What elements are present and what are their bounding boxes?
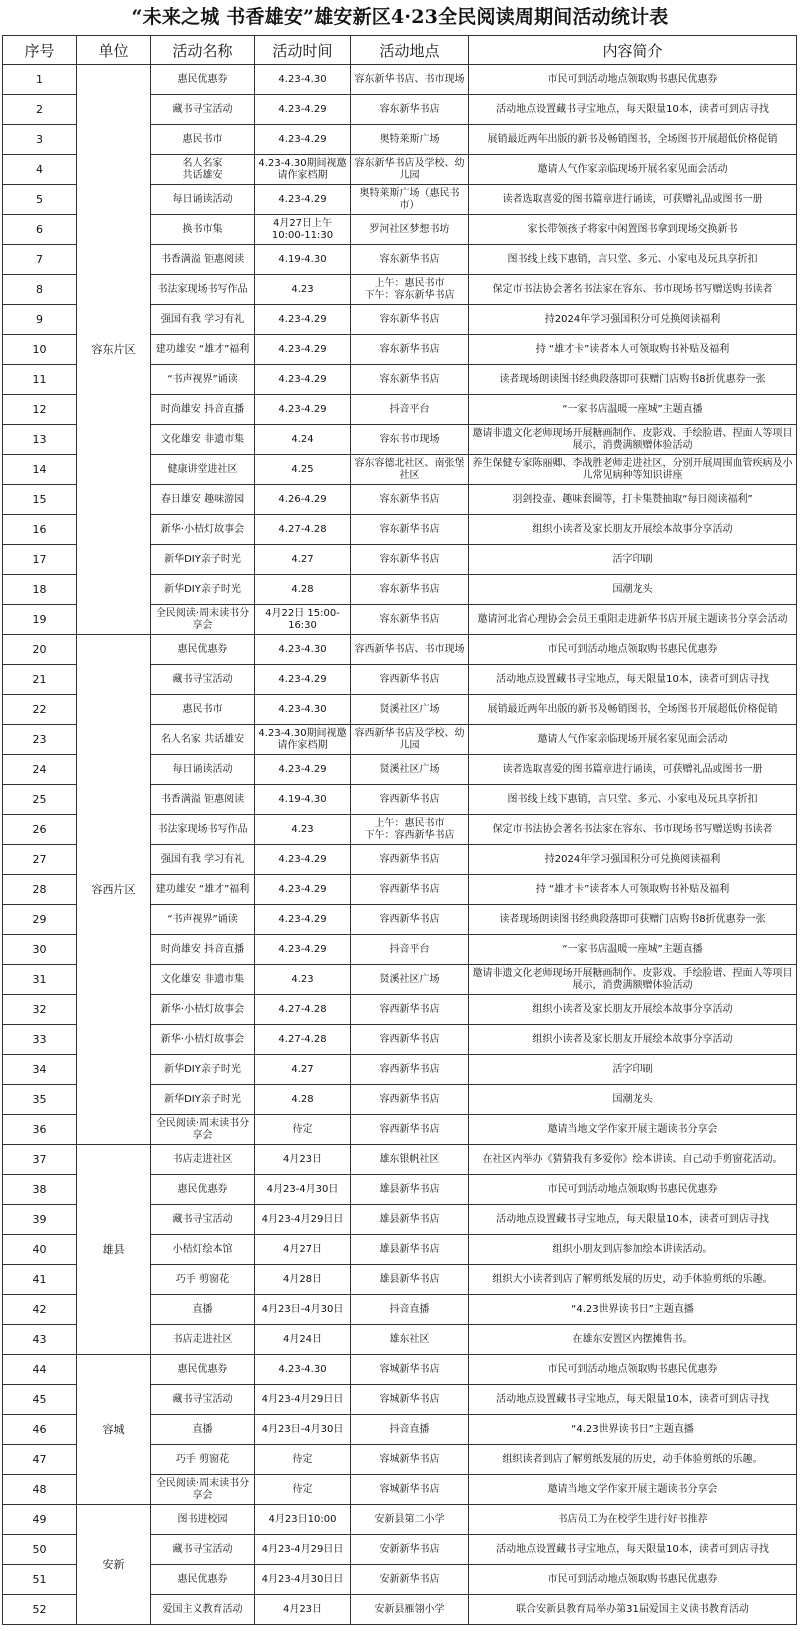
- cell-seq: 27: [3, 845, 77, 875]
- cell-activity-place: 容西新华书店: [351, 785, 469, 815]
- cell-seq: 36: [3, 1115, 77, 1145]
- cell-activity-name: 新华DIY亲子时光: [151, 1085, 255, 1115]
- cell-description: 邀请当地文学作家开展主题读书分享会: [469, 1475, 797, 1505]
- cell-description: 持 “雄才卡”读者本人可领取购书补贴及福利: [469, 335, 797, 365]
- cell-activity-place: 贤溪社区广场: [351, 695, 469, 725]
- cell-activity-time: 4.23-4.30: [255, 695, 351, 725]
- cell-activity-name: 书香满溢 钜惠阅读: [151, 785, 255, 815]
- cell-activity-place: 容西新华书店: [351, 875, 469, 905]
- cell-activity-name: 书店走进社区: [151, 1145, 255, 1175]
- cell-seq: 15: [3, 485, 77, 515]
- cell-activity-name: 春日雄安 趣味游园: [151, 485, 255, 515]
- cell-activity-time: 4.23: [255, 815, 351, 845]
- cell-activity-time: 4.23-4.30: [255, 1355, 351, 1385]
- cell-activity-time: 4月27日: [255, 1235, 351, 1265]
- cell-activity-time: 4.23-4.29: [255, 335, 351, 365]
- cell-seq: 20: [3, 635, 77, 665]
- cell-description: 邀请河北省心理协会会员王重阳走进新华书店开展主题读书分享会活动: [469, 605, 797, 635]
- cell-activity-time: 4月23日: [255, 1595, 351, 1625]
- cell-seq: 25: [3, 785, 77, 815]
- cell-activity-time: 4.23-4.30期间视邀请作家档期: [255, 725, 351, 755]
- cell-seq: 45: [3, 1385, 77, 1415]
- cell-activity-name: 新华DIY亲子时光: [151, 545, 255, 575]
- cell-unit: 容东片区: [77, 65, 151, 635]
- cell-description: 保定市书法协会著名书法家在容东、书市现场书写赠送购书读者: [469, 815, 797, 845]
- cell-activity-time: 4.28: [255, 1085, 351, 1115]
- cell-activity-time: 4.23-4.30期间视邀请作家档期: [255, 155, 351, 185]
- cell-seq: 35: [3, 1085, 77, 1115]
- cell-activity-name: 时尚雄安 抖音直播: [151, 395, 255, 425]
- cell-activity-name: 直播: [151, 1295, 255, 1325]
- cell-seq: 7: [3, 245, 77, 275]
- cell-description: “一家书店温暖一座城”主题直播: [469, 935, 797, 965]
- cell-activity-place: 安新新华书店: [351, 1565, 469, 1595]
- cell-activity-time: 4.23-4.30: [255, 65, 351, 95]
- cell-description: 组织读者到店了解剪纸发展的历史，动手体验剪纸的乐趣。: [469, 1445, 797, 1475]
- cell-activity-name: 巧手 剪窗花: [151, 1265, 255, 1295]
- cell-activity-name: 惠民优惠券: [151, 1565, 255, 1595]
- cell-activity-name: 惠民书市: [151, 695, 255, 725]
- cell-activity-name: 直播: [151, 1415, 255, 1445]
- cell-activity-time: 待定: [255, 1475, 351, 1505]
- cell-activity-time: 4.23: [255, 275, 351, 305]
- cell-activity-time: 4.24: [255, 425, 351, 455]
- cell-description: 组织大小读者到店了解剪纸发展的历史，动手体验剪纸的乐趣。: [469, 1265, 797, 1295]
- cell-seq: 19: [3, 605, 77, 635]
- cell-activity-place: 奥特莱斯广场: [351, 125, 469, 155]
- cell-description: 活动地点设置藏书寻宝地点，每天限量10本，读者可到店寻找: [469, 1535, 797, 1565]
- cell-activity-name: 惠民书市: [151, 125, 255, 155]
- cell-activity-time: 4.23-4.30: [255, 635, 351, 665]
- cell-activity-place: 雄县新华书店: [351, 1205, 469, 1235]
- cell-description: 在雄东安置区内摆摊售书。: [469, 1325, 797, 1355]
- cell-activity-place: 容城新华书店: [351, 1355, 469, 1385]
- cell-activity-name: 时尚雄安 抖音直播: [151, 935, 255, 965]
- col-header-seq: 序号: [3, 36, 77, 65]
- cell-seq: 18: [3, 575, 77, 605]
- cell-activity-name: 每日诵读活动: [151, 185, 255, 215]
- cell-activity-name: 藏书寻宝活动: [151, 1205, 255, 1235]
- cell-seq: 32: [3, 995, 77, 1025]
- cell-seq: 14: [3, 455, 77, 485]
- cell-activity-time: 4.25: [255, 455, 351, 485]
- cell-description: 邀请人气作家亲临现场开展名家见面会活动: [469, 155, 797, 185]
- cell-activity-place: 容东新华书店: [351, 485, 469, 515]
- cell-seq: 43: [3, 1325, 77, 1355]
- cell-activity-time: 4.23: [255, 965, 351, 995]
- cell-activity-time: 4月24日: [255, 1325, 351, 1355]
- cell-activity-time: 4.28: [255, 575, 351, 605]
- cell-activity-time: 4月23-4月30日: [255, 1175, 351, 1205]
- cell-activity-time: 待定: [255, 1115, 351, 1145]
- cell-description: 持2024年学习强国积分可兑换阅读福利: [469, 305, 797, 335]
- cell-activity-place: 容西新华书店: [351, 995, 469, 1025]
- cell-activity-place: 贤溪社区广场: [351, 755, 469, 785]
- cell-seq: 46: [3, 1415, 77, 1445]
- cell-activity-name: 藏书寻宝活动: [151, 1385, 255, 1415]
- cell-activity-name: “书声视界”诵读: [151, 365, 255, 395]
- cell-activity-name: 爱国主义教育活动: [151, 1595, 255, 1625]
- cell-activity-place: 安新县第二小学: [351, 1505, 469, 1535]
- cell-description: 活动地点设置藏书寻宝地点，每天限量10本，读者可到店寻找: [469, 1385, 797, 1415]
- cell-seq: 10: [3, 335, 77, 365]
- cell-activity-place: 安新新华书店: [351, 1535, 469, 1565]
- cell-description: 养生保健专家陈丽卿、李战胜老师走进社区，分别开展周围血管疾病及小儿常见病种等知识讲座: [469, 455, 797, 485]
- cell-seq: 26: [3, 815, 77, 845]
- cell-activity-name: 书店走进社区: [151, 1325, 255, 1355]
- cell-activity-name: 藏书寻宝活动: [151, 665, 255, 695]
- cell-seq: 2: [3, 95, 77, 125]
- cell-activity-time: 4.23-4.29: [255, 845, 351, 875]
- cell-seq: 38: [3, 1175, 77, 1205]
- cell-description: 读者选取喜爱的图书篇章进行诵读，可获赠礼品或图书一册: [469, 185, 797, 215]
- cell-activity-time: 4.23-4.29: [255, 905, 351, 935]
- cell-activity-name: 书法家现场书写作品: [151, 275, 255, 305]
- cell-description: 读者选取喜爱的图书篇章进行诵读，可获赠礼品或图书一册: [469, 755, 797, 785]
- cell-activity-name: 惠民优惠券: [151, 1175, 255, 1205]
- cell-seq: 33: [3, 1025, 77, 1055]
- cell-seq: 31: [3, 965, 77, 995]
- cell-description: 图书线上线下惠销，言只堂、多元、小家电及玩具享折扣: [469, 245, 797, 275]
- cell-activity-time: 4.23-4.29: [255, 185, 351, 215]
- cell-seq: 29: [3, 905, 77, 935]
- cell-activity-place: 奥特莱斯广场（惠民书市）: [351, 185, 469, 215]
- cell-seq: 34: [3, 1055, 77, 1085]
- cell-activity-time: 4.23-4.29: [255, 365, 351, 395]
- cell-activity-name: 文化雄安 非遗市集: [151, 425, 255, 455]
- cell-description: 联合安新县教育局举办第31届爱国主义读书教育活动: [469, 1595, 797, 1625]
- cell-description: 持2024年学习强国积分可兑换阅读福利: [469, 845, 797, 875]
- cell-description: 组织小读者及家长朋友开展绘本故事分享活动: [469, 995, 797, 1025]
- cell-activity-name: 换书市集: [151, 215, 255, 245]
- cell-activity-place: 容东书市现场: [351, 425, 469, 455]
- cell-activity-place: 容西新华书店: [351, 1025, 469, 1055]
- cell-description: “一家书店温暖一座城”主题直播: [469, 395, 797, 425]
- cell-activity-time: 4.19-4.30: [255, 785, 351, 815]
- cell-seq: 1: [3, 65, 77, 95]
- cell-activity-time: 4.23-4.29: [255, 935, 351, 965]
- cell-activity-time: 4月27日上午10:00-11:30: [255, 215, 351, 245]
- cell-seq: 6: [3, 215, 77, 245]
- cell-description: 邀请非遗文化老师现场开展糖画制作、皮影戏、手绘脸谱、捏面人等项目展示，消费满额赠体验活动: [469, 425, 797, 455]
- cell-seq: 30: [3, 935, 77, 965]
- cell-activity-place: 容城新华书店: [351, 1475, 469, 1505]
- cell-description: 国潮龙头: [469, 1085, 797, 1115]
- cell-description: 组织小读者及家长朋友开展绘本故事分享活动: [469, 1025, 797, 1055]
- cell-activity-time: 待定: [255, 1445, 351, 1475]
- cell-activity-time: 4月23-4月29日日: [255, 1205, 351, 1235]
- cell-activity-name: 新华·小桔灯故事会: [151, 515, 255, 545]
- cell-seq: 47: [3, 1445, 77, 1475]
- cell-activity-name: 新华DIY亲子时光: [151, 1055, 255, 1085]
- cell-seq: 12: [3, 395, 77, 425]
- cell-description: 市民可到活动地点领取购书惠民优惠券: [469, 635, 797, 665]
- cell-activity-time: 4.23-4.29: [255, 395, 351, 425]
- col-header-unit: 单位: [77, 36, 151, 65]
- cell-seq: 4: [3, 155, 77, 185]
- cell-activity-name: 名人名家 共话雄安: [151, 725, 255, 755]
- cell-activity-name: 全民阅读·周末读书分享会: [151, 1115, 255, 1145]
- cell-unit: 容城: [77, 1355, 151, 1505]
- cell-description: 邀请人气作家亲临现场开展名家见面会活动: [469, 725, 797, 755]
- activity-table: [2, 35, 797, 1625]
- cell-activity-name: “书声视界”诵读: [151, 905, 255, 935]
- cell-description: 活字印刷: [469, 545, 797, 575]
- cell-seq: 24: [3, 755, 77, 785]
- cell-seq: 44: [3, 1355, 77, 1385]
- cell-activity-name: 建功雄安 “雄才”福利: [151, 335, 255, 365]
- cell-activity-name: 惠民优惠券: [151, 635, 255, 665]
- cell-activity-place: 容西新华书店: [351, 665, 469, 695]
- cell-activity-place: 容西新华书店、书市现场: [351, 635, 469, 665]
- cell-activity-place: 上午：惠民书市 下午：容西新华书店: [351, 815, 469, 845]
- cell-seq: 42: [3, 1295, 77, 1325]
- cell-activity-name: 名人名家 共话雄安: [151, 155, 255, 185]
- cell-seq: 23: [3, 725, 77, 755]
- cell-activity-name: 藏书寻宝活动: [151, 1535, 255, 1565]
- cell-activity-time: 4月23日: [255, 1145, 351, 1175]
- cell-activity-name: 藏书寻宝活动: [151, 95, 255, 125]
- cell-description: 家长带领孩子将家中闲置图书拿到现场交换新书: [469, 215, 797, 245]
- cell-description: 图书线上线下惠销，言只堂、多元、小家电及玩具享折扣: [469, 785, 797, 815]
- cell-activity-time: 4.27-4.28: [255, 515, 351, 545]
- cell-activity-name: 文化雄安 非遗市集: [151, 965, 255, 995]
- cell-seq: 8: [3, 275, 77, 305]
- cell-activity-name: 新华·小桔灯故事会: [151, 1025, 255, 1055]
- cell-seq: 21: [3, 665, 77, 695]
- cell-activity-time: 4月23-4月29日日: [255, 1535, 351, 1565]
- table-row: [3, 1505, 797, 1535]
- cell-activity-place: 抖音直播: [351, 1415, 469, 1445]
- cell-activity-time: 4.23-4.29: [255, 875, 351, 905]
- cell-description: 市民可到活动地点领取购书惠民优惠券: [469, 1355, 797, 1385]
- cell-activity-time: 4.26-4.29: [255, 485, 351, 515]
- cell-activity-time: 4月28日: [255, 1265, 351, 1295]
- cell-activity-place: 容东新华书店及学校、幼儿园: [351, 155, 469, 185]
- cell-activity-place: 上午：惠民书市 下午：容东新华书店: [351, 275, 469, 305]
- cell-activity-name: 强国有我 学习有礼: [151, 845, 255, 875]
- cell-activity-place: 容东新华书店: [351, 605, 469, 635]
- cell-description: 展销最近两年出版的新书及畅销图书，全场图书开展超低价格促销: [469, 695, 797, 725]
- cell-activity-name: 小桔灯绘本馆: [151, 1235, 255, 1265]
- cell-activity-place: 容东新华书店、书市现场: [351, 65, 469, 95]
- cell-activity-place: 雄东银帆社区: [351, 1145, 469, 1175]
- cell-activity-place: 容西新华书店: [351, 1115, 469, 1145]
- cell-activity-place: 容东新华书店: [351, 305, 469, 335]
- cell-description: 活动地点设置藏书寻宝地点，每天限量10本，读者可到店寻找: [469, 665, 797, 695]
- cell-activity-place: 容西新华书店及学校、幼儿园: [351, 725, 469, 755]
- cell-description: “4.23世界读书日”主题直播: [469, 1415, 797, 1445]
- cell-activity-name: 新华DIY亲子时光: [151, 575, 255, 605]
- cell-description: 持 “雄才卡”读者本人可领取购书补贴及福利: [469, 875, 797, 905]
- cell-activity-time: 4.23-4.29: [255, 95, 351, 125]
- cell-activity-name: 书香满溢 钜惠阅读: [151, 245, 255, 275]
- table-row: [3, 635, 797, 665]
- cell-description: 活动地点设置藏书寻宝地点，每天限量10本，读者可到店寻找: [469, 95, 797, 125]
- header-row: [3, 36, 797, 65]
- cell-seq: 3: [3, 125, 77, 155]
- cell-activity-name: 巧手 剪窗花: [151, 1445, 255, 1475]
- cell-seq: 49: [3, 1505, 77, 1535]
- cell-activity-place: 容西新华书店: [351, 905, 469, 935]
- cell-seq: 16: [3, 515, 77, 545]
- cell-activity-place: 容西新华书店: [351, 1055, 469, 1085]
- cell-activity-place: 容东容德北社区、南张堡社区: [351, 455, 469, 485]
- cell-activity-place: 容东新华书店: [351, 515, 469, 545]
- cell-seq: 51: [3, 1565, 77, 1595]
- cell-activity-place: 容东新华书店: [351, 245, 469, 275]
- cell-activity-time: 4月23-4月30日日: [255, 1565, 351, 1595]
- cell-unit: 安新: [77, 1505, 151, 1625]
- cell-activity-place: 容东新华书店: [351, 365, 469, 395]
- cell-description: 书店员工为在校学生进行好书推荐: [469, 1505, 797, 1535]
- cell-activity-place: 容城新华书店: [351, 1385, 469, 1415]
- col-header-activity-place: 活动地点: [351, 36, 469, 65]
- cell-seq: 11: [3, 365, 77, 395]
- cell-description: 组织小朋友到店参加绘本讲读活动。: [469, 1235, 797, 1265]
- cell-activity-name: 每日诵读活动: [151, 755, 255, 785]
- cell-activity-place: 抖音平台: [351, 935, 469, 965]
- cell-seq: 39: [3, 1205, 77, 1235]
- cell-activity-place: 容东新华书店: [351, 575, 469, 605]
- cell-seq: 17: [3, 545, 77, 575]
- cell-activity-name: 新华·小桔灯故事会: [151, 995, 255, 1025]
- cell-activity-place: 容西新华书店: [351, 845, 469, 875]
- cell-description: 保定市书法协会著名书法家在容东、书市现场书写赠送购书读者: [469, 275, 797, 305]
- cell-activity-place: 贤溪社区广场: [351, 965, 469, 995]
- cell-activity-name: 建功雄安 “雄才”福利: [151, 875, 255, 905]
- cell-description: 羽剑投壶、趣味套圈等，打卡集赞抽取“每日阅读福利”: [469, 485, 797, 515]
- cell-unit: 雄县: [77, 1145, 151, 1355]
- cell-description: 活字印刷: [469, 1055, 797, 1085]
- cell-activity-name: 惠民优惠券: [151, 65, 255, 95]
- cell-description: 市民可到活动地点领取购书惠民优惠券: [469, 65, 797, 95]
- cell-activity-name: 全民阅读·周末读书分享会: [151, 605, 255, 635]
- cell-unit: 容西片区: [77, 635, 151, 1145]
- cell-activity-place: 安新县雁翎小学: [351, 1595, 469, 1625]
- col-header-activity-name: 活动名称: [151, 36, 255, 65]
- cell-description: 读者现场朗读图书经典段落即可获赠门店购书8折优惠券一张: [469, 905, 797, 935]
- table-body: [3, 65, 797, 1625]
- table-row: [3, 1355, 797, 1385]
- cell-description: 组织小读者及家长朋友开展绘本故事分享活动: [469, 515, 797, 545]
- cell-activity-time: 4.27-4.28: [255, 995, 351, 1025]
- cell-description: 在社区内举办《猜猜我有多爱你》绘本讲读、自己动手剪窗花活动。: [469, 1145, 797, 1175]
- cell-activity-place: 容东新华书店: [351, 335, 469, 365]
- cell-description: 读者现场朗读图书经典段落即可获赠门店购书8折优惠券一张: [469, 365, 797, 395]
- cell-activity-time: 4.27: [255, 545, 351, 575]
- cell-activity-time: 4.23-4.29: [255, 125, 351, 155]
- cell-activity-time: 4月23日10:00: [255, 1505, 351, 1535]
- cell-activity-time: 4.27: [255, 1055, 351, 1085]
- cell-activity-time: 4月22日 15:00-16:30: [255, 605, 351, 635]
- cell-activity-name: 健康讲堂进社区: [151, 455, 255, 485]
- cell-activity-time: 4月23日-4月30日: [255, 1415, 351, 1445]
- table-row: [3, 65, 797, 95]
- cell-description: “4.23世界读书日”主题直播: [469, 1295, 797, 1325]
- cell-activity-place: 容城新华书店: [351, 1445, 469, 1475]
- cell-activity-name: 全民阅读·周末读书分享会: [151, 1475, 255, 1505]
- col-header-activity-time: 活动时间: [255, 36, 351, 65]
- cell-description: 邀请非遗文化老师现场开展糖画制作、皮影戏、手绘脸谱、捏面人等项目展示，消费满额赠体验活动: [469, 965, 797, 995]
- cell-seq: 28: [3, 875, 77, 905]
- cell-activity-place: 抖音直播: [351, 1295, 469, 1325]
- cell-activity-place: 容东新华书店: [351, 95, 469, 125]
- cell-seq: 41: [3, 1265, 77, 1295]
- cell-activity-place: 抖音平台: [351, 395, 469, 425]
- cell-seq: 40: [3, 1235, 77, 1265]
- cell-seq: 5: [3, 185, 77, 215]
- cell-activity-place: 雄县新华书店: [351, 1235, 469, 1265]
- cell-activity-time: 4.23-4.29: [255, 305, 351, 335]
- cell-description: 市民可到活动地点领取购书惠民优惠券: [469, 1175, 797, 1205]
- cell-seq: 9: [3, 305, 77, 335]
- cell-activity-time: 4.23-4.29: [255, 665, 351, 695]
- cell-activity-name: 惠民优惠券: [151, 1355, 255, 1385]
- cell-activity-time: 4月23日-4月30日: [255, 1295, 351, 1325]
- cell-seq: 48: [3, 1475, 77, 1505]
- cell-activity-time: 4.27-4.28: [255, 1025, 351, 1055]
- cell-activity-time: 4.19-4.30: [255, 245, 351, 275]
- cell-activity-name: 图书进校园: [151, 1505, 255, 1535]
- cell-description: 市民可到活动地点领取购书惠民优惠券: [469, 1565, 797, 1595]
- cell-seq: 50: [3, 1535, 77, 1565]
- cell-activity-place: 容东新华书店: [351, 545, 469, 575]
- cell-seq: 22: [3, 695, 77, 725]
- cell-activity-place: 容西新华书店: [351, 1085, 469, 1115]
- cell-activity-name: 强国有我 学习有礼: [151, 305, 255, 335]
- cell-description: 活动地点设置藏书寻宝地点，每天限量10本，读者可到店寻找: [469, 1205, 797, 1235]
- cell-description: 国潮龙头: [469, 575, 797, 605]
- cell-description: 邀请当地文学作家开展主题读书分享会: [469, 1115, 797, 1145]
- cell-activity-place: 罗河社区梦想书坊: [351, 215, 469, 245]
- table-row: [3, 1145, 797, 1175]
- cell-activity-time: 4月23-4月29日日: [255, 1385, 351, 1415]
- cell-activity-place: 雄东社区: [351, 1325, 469, 1355]
- cell-description: 展销最近两年出版的新书及畅销图书，全场图书开展超低价格促销: [469, 125, 797, 155]
- cell-seq: 52: [3, 1595, 77, 1625]
- cell-seq: 13: [3, 425, 77, 455]
- document-title: “未来之城 书香雄安”雄安新区4·23全民阅读周期间活动统计表: [131, 6, 669, 28]
- cell-activity-place: 雄县新华书店: [351, 1175, 469, 1205]
- cell-activity-time: 4.23-4.29: [255, 755, 351, 785]
- cell-activity-place: 雄县新华书店: [351, 1265, 469, 1295]
- cell-seq: 37: [3, 1145, 77, 1175]
- col-header-description: 内容简介: [469, 36, 797, 65]
- cell-activity-name: 书法家现场书写作品: [151, 815, 255, 845]
